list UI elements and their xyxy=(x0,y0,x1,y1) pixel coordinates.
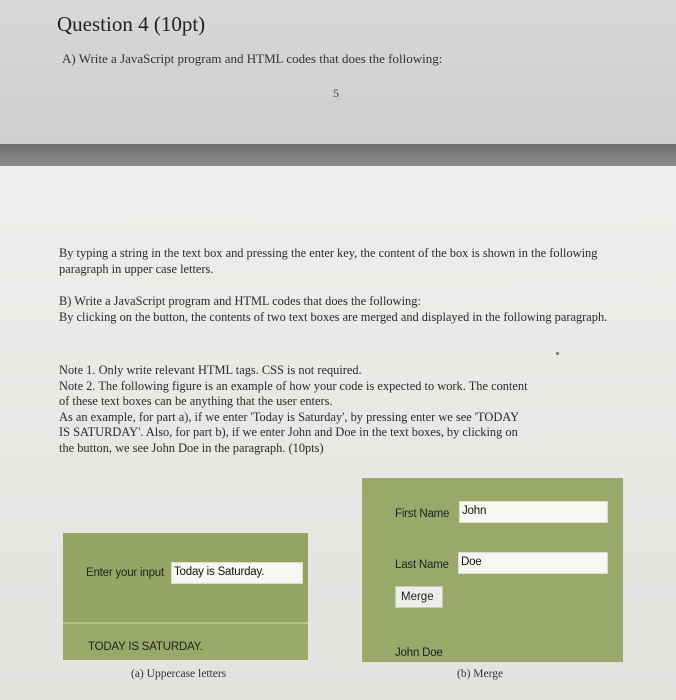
figure-b-last-name-input[interactable]: Doe xyxy=(458,552,608,574)
notes-section xyxy=(59,363,617,456)
note-2-line-2: of these text boxes can be anything that the user enters. xyxy=(59,394,333,408)
note-2-line-5: the button, we see John Doe in the paragraph. (10pts) xyxy=(59,440,324,455)
part-a-heading: A) Write a JavaScript program and HTML codes that does the following: xyxy=(62,51,443,66)
note-2-line-1: Note 2. The following figure is an example of how your code is expected to work. The content xyxy=(59,378,528,393)
figure-b-first-name-input[interactable]: John xyxy=(459,501,608,523)
part-b-section xyxy=(59,294,619,325)
figure-b-caption: (b) Merge xyxy=(457,668,504,680)
page-number: 5 xyxy=(333,86,339,100)
figure-a-separator xyxy=(63,622,308,624)
figure-b-panel xyxy=(362,478,623,662)
page-divider xyxy=(0,144,676,166)
figure-b-first-label: First Name xyxy=(395,508,450,520)
figure-a-input-label: Enter your input xyxy=(86,567,164,579)
note-1: Note 1. Only write relevant HTML tags. CSS is not required. xyxy=(59,363,362,377)
stray-mark xyxy=(556,352,559,355)
figure-b-output-paragraph: John Doe xyxy=(395,647,443,659)
figure-a-text-input[interactable]: Today is Saturday. xyxy=(171,562,303,584)
note-2-line-4: IS SATURDAY'. Also, for part b), if we enter John and Doe in the text boxes, by clicking on xyxy=(59,425,518,439)
figure-a-panel xyxy=(63,533,308,660)
part-b-description: By clicking on the button, the contents of two text boxes are merged and displayed in the following paragraph. xyxy=(59,309,608,324)
figure-b-last-label: Last Name xyxy=(395,559,449,571)
figure-a-output-paragraph: TODAY IS SATURDAY. xyxy=(88,641,203,653)
figure-a-caption: (a) Uppercase letters xyxy=(131,668,227,680)
merge-button[interactable]: Merge xyxy=(395,586,443,608)
part-b-heading: B) Write a JavaScript program and HTML codes that does the following: xyxy=(59,294,421,308)
question-title: Question 4 (10pt) xyxy=(57,12,206,36)
note-2-line-3: As an example, for part a), if we enter 'Today is Saturday', by pressing enter we see 'TODAY xyxy=(59,409,520,424)
part-a-description: By typing a string in the text box and pressing the enter key, the content of the box is shown in the following paragraph in upper case letters. xyxy=(59,246,598,276)
